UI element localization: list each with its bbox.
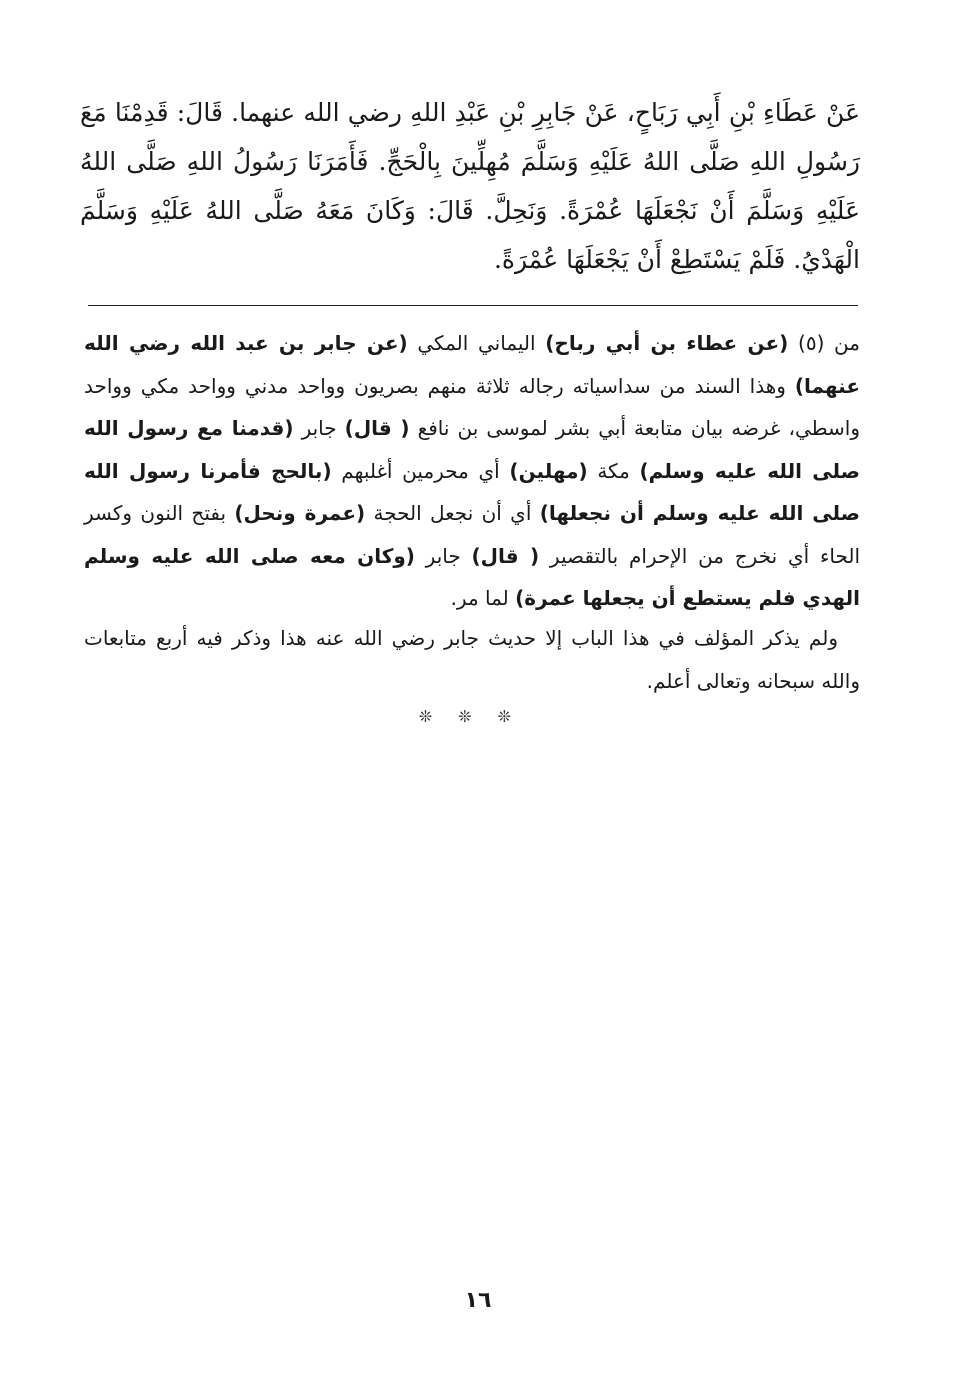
- commentary-highlight: (عن عطاء بن أبي رباح): [545, 331, 789, 355]
- commentary-highlight: (قدمنا مع رسول الله صلى الله عليه وسلم): [84, 416, 860, 483]
- commentary-text: أي محرمين أغلبهم: [331, 458, 510, 483]
- section-separator: ❊❊❊: [418, 707, 538, 726]
- commentary-highlight: (مهلين): [509, 458, 588, 483]
- footnote-divider: [88, 305, 858, 306]
- hadith-text: عَنْ عَطَاءِ بْنِ أَبِي رَبَاحٍ، عَنْ جَابِرِ بْنِ عَبْدِ اللهِ رضي الله عنهما. قَالَ: قَدِمْنَا مَعَ رَسُولِ اللهِ صَلَّى اللهُ عَلَيْهِ وَسَلَّمَ مُهِلِّينَ بِالْحَجِّ. فَأَمَرَنَا رَسُولُ اللهِ صَلَّى اللهُ عَلَيْهِ وَسَلَّمَ أَنْ نَجْعَلَهَا عُمْرَةً. وَنَحِلَّ. قَالَ: وَكَانَ مَعَهُ صَلَّى اللهُ عَلَيْهِ وَسَلَّمَ الْهَدْيُ. فَلَمْ يَسْتَطِعْ أَنْ يَجْعَلَهَا عُمْرَةً.: [80, 98, 860, 274]
- commentary-highlight: (بالحج فأمرنا رسول الله صلى الله عليه وسلم أن نجعلها): [84, 458, 860, 525]
- commentary-text: جابر: [414, 543, 472, 568]
- commentary-paragraph: [84, 322, 860, 620]
- commentary-text: لما مر.: [450, 586, 516, 610]
- commentary-text: وهذا السند من سداسياته رجاله ثلاثة منهم بصريون وواحد مدني وواحد مكي وواحد واسطي، غرضه بيان متابعة أبي بشر لموسى بن نافع: [84, 373, 861, 440]
- page-number: ١٦: [464, 1288, 492, 1313]
- commentary-text: من (٥): [788, 331, 860, 355]
- commentary-highlight: (عمرة ونحل): [234, 501, 366, 525]
- commentary-highlight: (عن جابر بن عبد الله رضي الله عنهما): [84, 331, 860, 398]
- commentary-text: بفتح النون وكسر الحاء أي نخرج من الإحرام بالتقصير: [84, 501, 860, 568]
- commentary-highlight: (وكان معه صلى الله عليه وسلم الهدي فلم يستطع أن يجعلها عمرة): [84, 543, 860, 610]
- commentary-highlight: ( قال): [344, 416, 410, 440]
- closing-paragraph: ولم يذكر المؤلف في هذا الباب إلا حديث جابر رضي الله عنه هذا وذكر فيه أربع متابعات والله سبحانه وتعالى أعلم.: [84, 626, 860, 693]
- commentary-text: اليماني المكي: [407, 331, 546, 355]
- commentary-text: جابر: [293, 416, 345, 440]
- commentary-highlight: ( قال): [471, 543, 540, 568]
- commentary-text: مكة: [587, 458, 640, 483]
- commentary-text: أي أن نجعل الحجة: [365, 501, 540, 525]
